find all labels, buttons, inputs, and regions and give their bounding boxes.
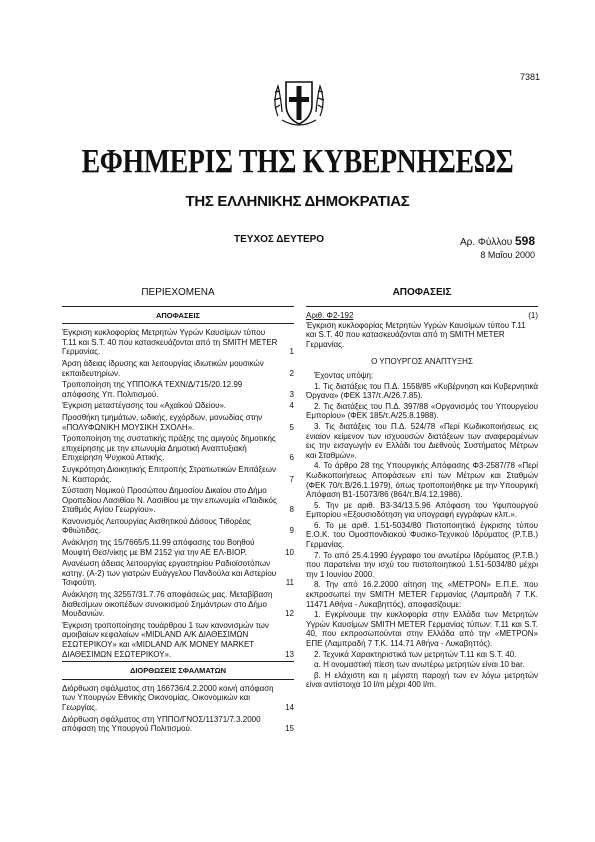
decision-paragraph: 4. Το άρθρο 28 της Υπουργικής Απόφασης Φ3-2587/78 «Περί Κωδικοποιήσεως Αποφάσεων επί των Μέτρων και Σταθμών (ΦΕΚ 70/τ.Β/26.1.1979), όπως τροποποιήθηκε με την Υπουργική Απόφαση Β1-15073/86 (864/τ.Β/4.12.1986). — [306, 461, 538, 500]
contents-item — [62, 486, 294, 515]
decision-title: Έγκριση κυκλοφορίας Μετρητών Υγρών Καυσίμων τύπου Τ.11 και S.T. 40 που κατασκευάζονται από τη SMITH METER Γερμανίας. — [306, 320, 526, 349]
contents-list — [62, 328, 294, 659]
decision-header — [306, 311, 538, 321]
decision-paragraph: 2. Τις διατάξεις του Π.Δ. 397/88 «Οργανισμός του Υπουργείου Εμπορίου» (ΦΕΚ 185/τ.Α/25.8.1988). — [306, 401, 538, 421]
contents-item — [62, 328, 294, 357]
decision-paragraph: α. Η ονομαστική πίεση των ανωτέρω μετρητών είναι 10 bar. — [314, 660, 525, 670]
contents-item-text: Έγκριση κυκλοφορίας Μετρητών Υγρών Καυσίμων τύπου Τ.11 και S.T. 40 που κατασκευάζονται από τη SMITH METER Γερμανίας. — [62, 328, 278, 357]
contents-item-text: Τροποποίηση της ΥΠΠΟ/ΚΑ ΤΕΧΝ/Δ/715/20.12.99 απόφασης Υπ. Πολιτισμού. — [62, 380, 243, 399]
contents-heading: ΠΕΡΙΕΧΟΜΕΝΑ — [141, 287, 215, 298]
contents-item — [62, 359, 294, 378]
masthead-subtitle: ΤΗΣ ΕΛΛΗΝΙΚΗΣ ΔΗΜΟΚΡΑΤΙΑΣ — [185, 193, 410, 210]
contents-item-page: 1 — [289, 347, 294, 357]
contents-item — [62, 621, 294, 659]
divider — [62, 323, 294, 324]
contents-item — [62, 517, 294, 536]
contents-item — [62, 413, 294, 432]
decisions-column — [306, 288, 538, 691]
contents-item-page: 14 — [285, 702, 294, 712]
decision-marker: (1) — [528, 310, 538, 320]
contents-item-text: Διόρθωση σφάλματος στη ΥΠΠΟ/ΓΝΟΣ/11371/7.3.2000 απόφαση της Υπουργού Πολιτισμού. — [62, 714, 261, 734]
decision-paragraph: 1. Τις διατάξεις του Π.Δ. 1558/85 «Κυβέρνηση και Κυβερνητικά Όργανα» (ΦΕΚ 137/τ.Α/26.7.85). — [306, 381, 538, 401]
decision-authority: Ο ΥΠΟΥΡΓΟΣ ΑΝΑΠΤΥΞΗΣ — [371, 357, 473, 367]
contents-item-page: 10 — [285, 547, 294, 557]
masthead-title: ΕΦΗΜΕΡΙΣ ΤΗΣ ΚΥΒΕΡΝΗΣΕΩΣ — [81, 143, 514, 180]
divider — [62, 306, 294, 307]
contents-item-text: Έγκριση τροποποίησης τουάρθρου 1 των κανονισμών των αμοιβαίων κεφαλαίων «MIDLAND Α/Κ ΔΙΑΘΕΣΙΜΩΝ ΕΣΩΤΕΡΙΚΟΥ» και «MIDLAND Α/Κ MONEY MARKET ΔΙΑΘΕΣΙΜΩΝ ΕΣΩΤΕΡΙΚΟΥ». — [62, 620, 269, 659]
contents-item — [62, 401, 294, 411]
contents-item-page: 3 — [289, 389, 294, 399]
contents-item-page: 11 — [285, 578, 294, 588]
decision-paragraph: 1. Εγκρίνουμε την κυκλοφορία στην Ελλάδα των Μετρητών Υγρών Καυσίμων SMITH METER Γερμανίας τύπων: Τ.11 και S.T. 40, που εκπροσωπούνται στην Ελλάδα από την «ΜΕΤΡΟΝ» ΕΠΕ (Λαμπραδή 7 Τ.Κ. 114.71 Αθήνα - Λυκαβηττός). — [306, 610, 538, 648]
contents-item-text: Κανονισμός Λειτουργίας Αισθητικού Δάσους Τιθορέας Φθιώτιδας. — [62, 516, 251, 536]
contents-item-text: Τροποποίηση της συστατικής πράξης της αμιγούς δημοτικής επιχείρησης με την επωνυμία Δημοτική Αναπτυξιακή Επιχείρηση Ψυχικού Αττικής. — [62, 434, 276, 463]
issue-date: 8 Μαΐου 2000 — [480, 250, 535, 260]
contents-item-page: 5 — [289, 422, 294, 432]
contents-section-title: ΔΙΟΡΘΩΣΕΙΣ ΣΦΑΛΜΑΤΩΝ — [129, 666, 227, 676]
contents-item — [62, 559, 294, 588]
contents-item — [62, 684, 294, 713]
decision-paragraph: 3. Τις διατάξεις του Π.Δ. 524/78 «Περί Κωδικοποιήσεως εις ενιαίον κείμενον των ισχυουσών διατάξεων των αναφερομένων εις την εισαγωγήν εν Ελλάδι του Διεθνούς Συστήματος Μέτρων και Σταθμών». — [306, 421, 538, 460]
contents-item-text: Ανανέωση άδειας λειτουργίας εργαστηρίου Ραδιοϊσοτόπων κατηγ. (Α-2) των γιατρών Ευάγγελου Πανδούλα και Αστερίου Τσιφούτη. — [62, 559, 277, 588]
contents-item — [62, 465, 294, 484]
contents-item-text: Έγκριση μεταστέγασης του «Αχαϊκού Ωδείου». — [62, 401, 227, 411]
contents-item — [62, 434, 294, 463]
issue-number-label: Αρ. Φύλλου — [459, 237, 513, 248]
contents-item-text: Διόρθωση σφάλματος στη 166736/4.2.2000 κοινή απόφαση των Υπουργών Εθνικής Οικονομίας, Οικονομικών και Γεωργίας. — [62, 683, 274, 712]
decision-paragraph: β. Η ελάχιστη και η μέγιστη παροχή των εν λόγω μετρητών είναι αντίστοιχα 10 l/m μέχρι 400 l/m. — [306, 670, 538, 690]
contents-item — [62, 590, 294, 619]
decision-paragraph: 8. Την από 16.2.2000 αίτηση της «ΜΕΤΡΟΝ» Ε.Π.Ε. που εκπροσωπεί την SMITH METER Γερμανίας (Λαμπραδή 7 Τ.Κ. 11471 Αθήνα - Λυκαβηττός), αποφασίζουμε: — [306, 580, 538, 609]
contents-item-page: 6 — [289, 453, 294, 463]
contents-item — [62, 538, 294, 557]
contents-item-page: 4 — [289, 401, 294, 411]
contents-item — [62, 380, 294, 399]
page-number: 7381 — [519, 72, 540, 82]
contents-section-title: ΑΠΟΦΑΣΕΙΣ — [155, 310, 201, 320]
contents-item-text: Σύσταση Νομικού Προσώπου Δημοσίου Δικαίου στο Δήμο Οροπεδίου Λασιθίου Ν. Λασιθίου με την επωνυμία «Παιδικός Σταθμός Αγίου Γεωργίου». — [62, 486, 277, 515]
contents-item-text: Προσθήκη τμημάτων, ωδικής, εγχόρδων, μονωδίας στην «ΠΟΛΥΦΩΝΙΚΗ ΜΟΥΣΙΚΗ ΣΧΟΛΗ». — [62, 412, 263, 432]
contents-item — [62, 715, 294, 734]
decision-paragraph: 5. Την με αριθ. Β3-34/13.5.96 Απόφαση του Υφυπουργού Εμπορίου «Εξουσιοδότηση για υπογραφή εγγράφων κλπ.». — [306, 500, 538, 520]
contents-item-page: 9 — [289, 526, 294, 536]
contents-item-text: Ανάκληση της 15/7665/5.11.99 απόφασης του Βοηθού Μουφτή Θεσ/νίκης με ΒΜ 2152 για την ΑΕ ΕΛ-ΒΙΟΡ. — [62, 538, 255, 557]
issue-series: ΤΕΥΧΟΣ ΔΕΥΤΕΡΟ — [234, 234, 325, 245]
decision-reference: Αριθ. Φ2-192 — [306, 310, 354, 320]
divider — [306, 306, 538, 307]
decision-paragraph: 7. Το από 25.4.1990 έγγραφο του ανωτέρω Ιδρύματος (Ρ.Τ.Β.) που παρατείνει την ισχύ του πιστοποιητικού 1.51-5034/80 μέχρι την 1 Ιουνίου 2000. — [306, 550, 538, 579]
contents-item-text: Συγκρότηση Διοικητικής Επιτροπής Στρατιωτικών Επιτάξεων Ν. Καστοριάς. — [62, 464, 276, 484]
decision-paragraph: Έχοντας υπόψη: — [314, 370, 374, 380]
contents-item-page: 15 — [285, 724, 294, 734]
contents-list — [62, 684, 294, 734]
issue-number-value: 598 — [514, 234, 535, 248]
issue-number — [460, 234, 535, 248]
decision-paragraph: 6. Το με αριθ. 1.51-5034/80 Πιστοποιητικό έγκρισης τύπου Ε.Ο.Κ. του Ομοσπονδιακού Φυσικο-Τεχνικού Ιδρύματος (Ρ.Τ.Β.) Γερμανίας. — [306, 520, 538, 550]
decision-body — [306, 371, 538, 690]
decision-paragraph: 2. Τεχνικά Χαρακτηριστικά των μετρητών Τ.11 και S.T. 40. — [314, 649, 517, 659]
contents-item-text: Ανάκληση της 32557/31.7.76 αποφάσεώς μας. Μεταβίβαση διαθεσίμων οικοπέδων συνοικισμού Σημάντρων στο Δήμο Μουδανιών. — [62, 590, 273, 619]
contents-item-page: 13 — [285, 649, 294, 659]
divider — [62, 661, 294, 662]
contents-column — [62, 288, 294, 736]
contents-item-page: 12 — [285, 609, 294, 619]
contents-item-page: 2 — [289, 368, 294, 378]
contents-item-text: Άρση άδειας ίδρυσης και λειτουργίας ιδιωτικών μουσικών εκπαιδευτηρίων. — [62, 358, 264, 378]
divider — [62, 679, 294, 680]
decisions-heading: ΑΠΟΦΑΣΕΙΣ — [392, 287, 452, 298]
issue-row — [60, 234, 535, 248]
contents-item-page: 8 — [289, 505, 294, 515]
greek-coat-of-arms-icon — [268, 72, 330, 134]
contents-item-page: 7 — [289, 474, 294, 484]
